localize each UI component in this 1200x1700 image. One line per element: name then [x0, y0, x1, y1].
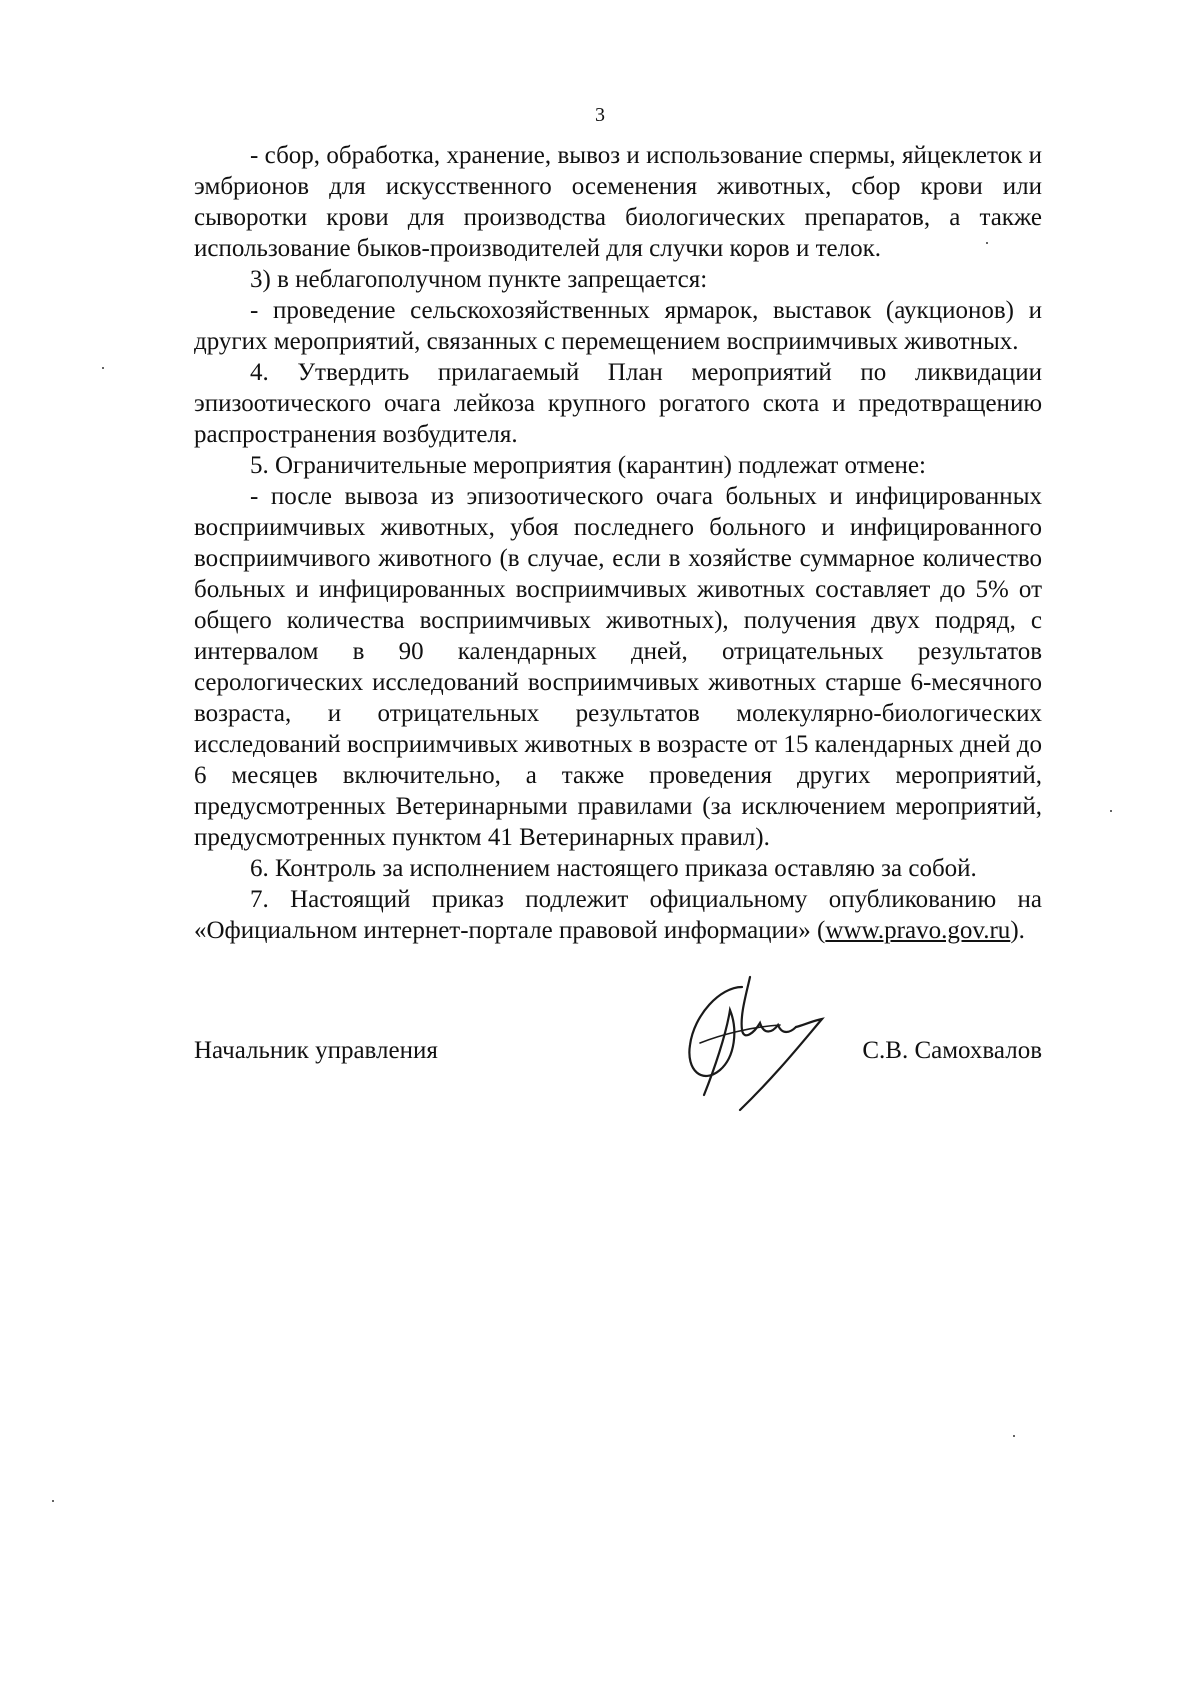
- scan-speck: [986, 242, 988, 244]
- paragraph-publication: [194, 884, 1042, 946]
- scan-speck: [102, 367, 104, 369]
- pravo-link[interactable]: www.pravo.gov.ru: [825, 917, 1011, 944]
- publication-text-end: ).: [1010, 917, 1025, 944]
- publication-text: 7. Настоящий приказ подлежит официальному опубликованию на «Официальном интернет-портале правовой информации» (: [194, 886, 1042, 944]
- scan-speck: [52, 1500, 54, 1502]
- handwritten-signature: [680, 975, 840, 1115]
- paragraph-approve-plan: 4. Утвердить прилагаемый План мероприятий по ликвидации эпизоотического очага лейкоза крупного рогатого скота и предотвращению распространения возбудителя.: [194, 359, 1042, 448]
- signatory-role: Начальник управления: [194, 1037, 438, 1064]
- scan-speck: [1013, 1435, 1015, 1437]
- page-number: 3: [595, 104, 605, 126]
- paragraph-semen-collection: - сбор, обработка, хранение, вывоз и использование спермы, яйцеклеток и эмбрионов для искусственного осеменения животных, сбор крови или сыворотки крови для производства биологических препаратов, а также использование быков-производителей для случки коров и телок.: [194, 142, 1042, 262]
- paragraph-cancel-conditions: - после вывоза из эпизоотического очага больных и инфицированных восприимчивых животных, убоя последнего больного и инфицированного восприимчивого животного (в случае, если в хозяйстве суммарное количество больных и инфицированных восприимчивых животных составляет до 5% от общего количества восприимчивых животных), получения двух подряд, с интервалом в 90 календарных дней, отрицательных результатов серологических исследований восприимчивых животных старше 6-месячного возраста, и отрицательных результатов молекулярно-биологических исследований восприимчивых животных в возрасте от 15 календарных дней до 6 месяцев включительно, а также проведения других мероприятий, предусмотренных Ветеринарными правилами (за исключением мероприятий, предусмотренных пунктом 41 Ветеринарных правил).: [194, 483, 1042, 851]
- paragraph-fairs-ban: - проведение сельскохозяйственных ярмарок, выставок (аукционов) и других мероприятий, связанных с перемещением восприимчивых животных.: [194, 297, 1042, 355]
- paragraph-control: 6. Контроль за исполнением настоящего приказа оставляю за собой.: [250, 855, 977, 882]
- scan-speck: [1110, 810, 1112, 812]
- document-body: [194, 140, 1042, 946]
- paragraph-quarantine-cancel: 5. Ограничительные мероприятия (карантин) подлежат отмене:: [250, 452, 926, 479]
- signature-block: [194, 1035, 1042, 1075]
- signatory-name: С.В. Самохвалов: [862, 1037, 1042, 1064]
- paragraph-prohibited-heading: 3) в неблагополучном пункте запрещается:: [250, 266, 708, 293]
